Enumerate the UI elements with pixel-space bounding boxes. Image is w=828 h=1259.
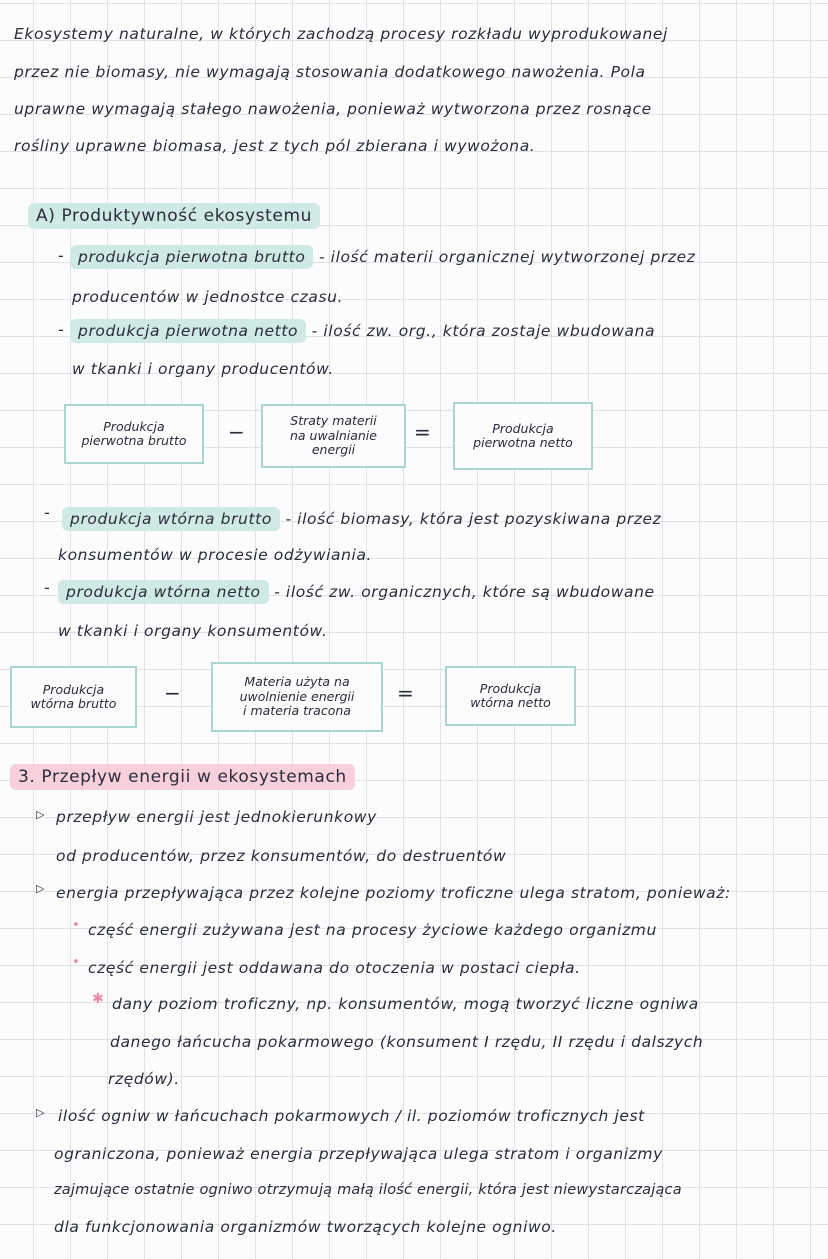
box-line: wtórna brutto xyxy=(30,696,117,711)
box-primary-losses xyxy=(261,404,406,468)
dash-bullet: - xyxy=(58,246,64,265)
term-primary-gross: produkcja pierwotna brutto xyxy=(70,245,313,269)
equals-operator: = xyxy=(397,681,414,705)
box-line: Produkcja xyxy=(479,680,542,696)
term-row xyxy=(58,585,655,601)
box-line: wtórna netto xyxy=(470,695,551,710)
dash-bullet: - xyxy=(44,503,50,522)
term-primary-net: produkcja pierwotna netto xyxy=(70,319,306,343)
box-line: Materia użyta na xyxy=(244,674,350,690)
box-line: pierwotna netto xyxy=(473,435,573,450)
box-line: Produkcja xyxy=(492,420,554,436)
pink-dot-icon: • xyxy=(72,955,80,970)
def-secondary-gross-2: konsumentów w procesie odżywiania. xyxy=(58,546,373,564)
triangle-bullet-icon: ▷ xyxy=(36,1106,45,1119)
p3-line-2: ograniczona, ponieważ energia przepływająca ulega stratom i organizmy xyxy=(54,1145,663,1163)
minus-operator: − xyxy=(228,420,245,444)
pink-dot-icon: • xyxy=(72,918,80,933)
box-secondary-gross xyxy=(10,666,137,728)
p1-line-2: od producentów, przez konsumentów, do destruentów xyxy=(56,847,507,865)
box-secondary-net xyxy=(445,666,576,726)
intro-line-1: Ekosystemy naturalne, w których zachodzą procesy rozkładu wyprodukowanej xyxy=(14,25,668,43)
p3-line-3: zajmujące ostatnie ogniwo otrzymują małą ilość energii, która jest niewystarczająca xyxy=(54,1182,682,1198)
pink-star-icon: ✱ xyxy=(92,991,104,1007)
box-primary-net xyxy=(453,402,593,470)
star-line-1: dany poziom troficzny, np. konsumentów, mogą tworzyć liczne ogniwa xyxy=(112,995,699,1013)
p2-line: energia przepływająca przez kolejne poziomy troficzne ulega stratom, ponieważ: xyxy=(56,884,731,902)
term-row xyxy=(70,324,655,340)
sub1-line: część energii zużywana jest na procesy życiowe każdego organizmu xyxy=(88,921,657,939)
def-primary-gross-1: - ilość materii organicznej wytworzonej przez xyxy=(318,248,696,266)
equals-operator: = xyxy=(414,420,431,444)
dash-bullet: - xyxy=(58,320,64,339)
section-a-heading xyxy=(28,208,320,225)
box-line: uwolnienie energii xyxy=(239,688,355,704)
intro-line-2: przez nie biomasy, nie wymagają stosowania dodatkowego nawożenia. Pola xyxy=(14,63,646,81)
box-secondary-losses xyxy=(211,662,383,732)
term-secondary-gross: produkcja wtórna brutto xyxy=(62,507,280,531)
box-line: pierwotna brutto xyxy=(81,433,187,448)
minus-operator: − xyxy=(164,681,181,705)
triangle-bullet-icon: ▷ xyxy=(36,808,45,821)
intro-line-4: rośliny uprawne biomasa, jest z tych pól zbierana i wywożona. xyxy=(14,137,536,155)
box-line: Straty materii xyxy=(290,413,377,429)
box-line: na uwalnianie xyxy=(290,427,377,443)
term-row xyxy=(70,250,695,266)
def-primary-net-2: w tkanki i organy producentów. xyxy=(72,360,334,378)
def-primary-gross-2: producentów w jednostce czasu. xyxy=(72,288,344,306)
box-primary-gross xyxy=(64,404,204,464)
star-line-2: danego łańcucha pokarmowego (konsument I rzędu, II rzędu i dalszych xyxy=(110,1033,704,1051)
dash-bullet: - xyxy=(44,578,50,597)
box-line: energii xyxy=(311,442,356,458)
def-secondary-net-2: w tkanki i organy konsumentów. xyxy=(58,622,328,640)
triangle-bullet-icon: ▷ xyxy=(36,882,45,895)
box-line: i materia tracona xyxy=(243,703,351,719)
def-secondary-gross-1: - ilość biomasy, która jest pozyskiwana przez xyxy=(285,510,662,528)
p3-line-1: ilość ogniw w łańcuchach pokarmowych / il. poziomów troficznych jest xyxy=(58,1107,645,1125)
def-secondary-net-1: - ilość zw. organicznych, które są wbudowane xyxy=(274,583,655,601)
term-secondary-net: produkcja wtórna netto xyxy=(58,580,269,604)
box-line: Produkcja xyxy=(42,681,105,697)
section-3-heading-text: 3. Przepływ energii w ekosystemach xyxy=(10,764,355,790)
p1-line-1: przepływ energii jest jednokierunkowy xyxy=(56,808,377,826)
sub2-line: część energii jest oddawana do otoczenia w postaci ciepła. xyxy=(88,959,581,977)
intro-line-3: uprawne wymagają stałego nawożenia, ponieważ wytworzona przez rosnące xyxy=(14,100,652,118)
section-3-heading xyxy=(10,769,355,786)
def-primary-net-1: - ilość zw. org., która zostaje wbudowana xyxy=(311,322,656,340)
box-line: Produkcja xyxy=(103,418,165,434)
section-a-heading-text: A) Produktywność ekosystemu xyxy=(28,203,320,229)
term-row xyxy=(62,512,661,528)
p3-line-4: dla funkcjonowania organizmów tworzących kolejne ogniwo. xyxy=(54,1218,557,1236)
star-line-3: rzędów). xyxy=(108,1070,180,1088)
